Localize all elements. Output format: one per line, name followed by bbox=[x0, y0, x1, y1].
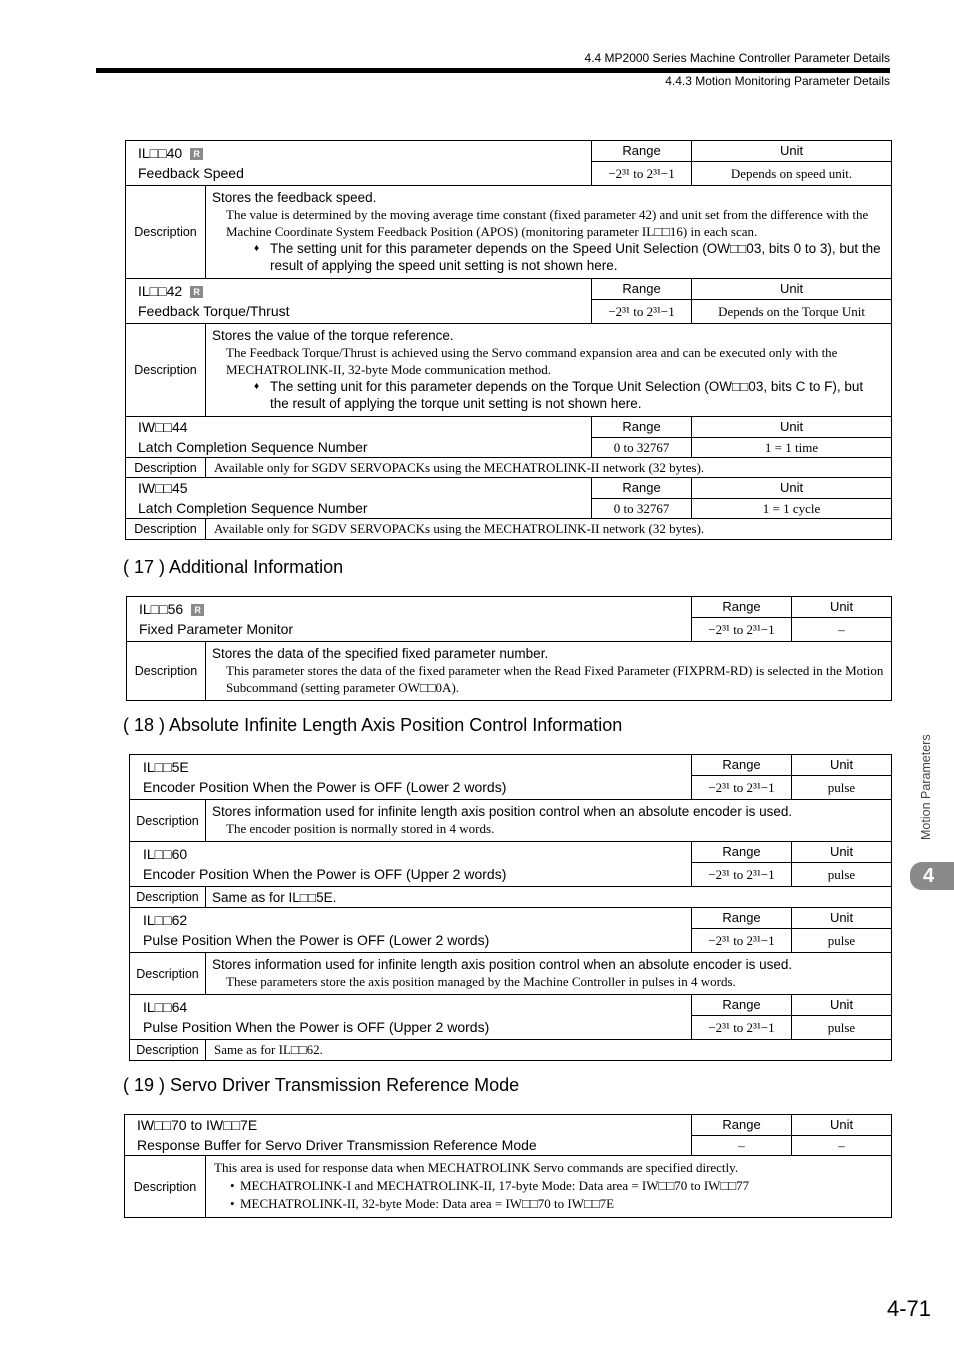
description-cell bbox=[206, 953, 892, 995]
chapter-tab: 4 bbox=[910, 862, 954, 890]
unit-value: Depends on speed unit. bbox=[692, 162, 892, 186]
section-heading-19: ( 19 ) Servo Driver Transmission Reference Mode bbox=[123, 1075, 520, 1095]
unit-value: pulse bbox=[792, 1016, 892, 1040]
range-value: 0 to 32767 bbox=[592, 438, 692, 458]
range-value: −2³¹ to 2³¹−1 bbox=[692, 1016, 792, 1040]
unit-value: 1 = 1 time bbox=[692, 438, 892, 458]
param-id: IL□□64 bbox=[143, 999, 188, 1015]
description-label: Description bbox=[126, 458, 206, 478]
param-cell-64 bbox=[130, 995, 692, 1040]
unit-header: Unit bbox=[792, 842, 892, 863]
description-text: Available only for SGDV SERVOPACKs using the MECHATROLINK-II network (32 bytes). bbox=[214, 459, 705, 475]
param-cell-42 bbox=[126, 279, 592, 324]
unit-header: Unit bbox=[692, 417, 892, 438]
param-id: IW□□44 bbox=[138, 419, 188, 435]
param-id: IL□□42 bbox=[138, 283, 183, 299]
param-name: Encoder Position When the Power is OFF (Lower 2 words) bbox=[143, 779, 507, 795]
unit-header: Unit bbox=[792, 1115, 892, 1136]
page-number: 4-71 bbox=[886, 1296, 931, 1321]
description-detail: The encoder position is normally stored in 4 words. bbox=[226, 821, 495, 836]
range-value: −2³¹ to 2³¹−1 bbox=[692, 863, 792, 887]
description-cell bbox=[206, 519, 892, 540]
description-cell bbox=[206, 800, 892, 842]
param-name: Fixed Parameter Monitor bbox=[139, 621, 294, 637]
description-bullet: • MECHATROLINK-I and MECHATROLINK-II, 17-byte Mode: Data area = IW□□70 to IW□□77 bbox=[230, 1178, 750, 1193]
description-main: This area is used for response data when MECHATROLINK Servo commands are specified directly. bbox=[214, 1160, 739, 1175]
param-name: Pulse Position When the Power is OFF (Upper 2 words) bbox=[143, 1019, 490, 1035]
description-label: Description bbox=[130, 887, 206, 908]
range-header: Range bbox=[692, 755, 792, 776]
description-main: Stores the value of the torque reference. bbox=[212, 328, 454, 343]
range-header: Range bbox=[592, 417, 692, 438]
unit-value: pulse bbox=[792, 863, 892, 887]
header-rule bbox=[96, 68, 890, 73]
description-bullet: • MECHATROLINK-II, 32-byte Mode: Data area = IW□□70 to IW□□7E bbox=[230, 1196, 615, 1211]
unit-value: – bbox=[792, 618, 892, 642]
unit-header: Unit bbox=[692, 478, 892, 499]
description-label: Description bbox=[126, 519, 206, 540]
description-label: Description bbox=[127, 642, 206, 701]
running-header-section: 4.4 MP2000 Series Machine Controller Parameter Details bbox=[584, 51, 890, 65]
description-cell bbox=[206, 642, 892, 701]
unit-header: Unit bbox=[692, 279, 892, 300]
param-cell-62 bbox=[130, 908, 692, 953]
description-main: Stores the feedback speed. bbox=[212, 190, 377, 205]
unit-header: Unit bbox=[792, 597, 892, 618]
param-name: Response Buffer for Servo Driver Transmission Reference Mode bbox=[137, 1137, 537, 1153]
description-label: Description bbox=[126, 324, 206, 417]
description-label: Description bbox=[130, 800, 206, 842]
param-cell-45 bbox=[126, 478, 592, 519]
range-header: Range bbox=[592, 478, 692, 499]
description-main: Stores the data of the specified fixed parameter number. bbox=[212, 646, 549, 661]
read-only-badge: R bbox=[190, 286, 203, 298]
range-header: Range bbox=[592, 279, 692, 300]
read-only-badge: R bbox=[191, 604, 204, 616]
bullet-icon: • bbox=[230, 1196, 235, 1211]
range-header: Range bbox=[692, 1115, 792, 1136]
param-cell-70 bbox=[125, 1115, 692, 1156]
param-table-70-7e bbox=[124, 1114, 892, 1218]
range-header: Range bbox=[692, 908, 792, 929]
description-cell bbox=[206, 1040, 892, 1061]
bullet-icon: ♦ bbox=[254, 243, 260, 254]
param-id: IL□□56 bbox=[139, 601, 184, 617]
param-table-5e-64 bbox=[129, 754, 892, 1061]
param-name: Latch Completion Sequence Number bbox=[138, 500, 368, 516]
running-header-subsection: 4.4.3 Motion Monitoring Parameter Details bbox=[665, 74, 890, 88]
unit-value: Depends on the Torque Unit bbox=[692, 300, 892, 324]
description-detail: The value is determined by the moving average time constant (fixed parameter 42) and unit set from the difference with the Machine Coordinate System Feedback Position (APOS) (monitoring parameter IL□□16) in each scan. bbox=[226, 207, 869, 239]
param-cell-44 bbox=[126, 417, 592, 458]
range-value: – bbox=[692, 1136, 792, 1156]
range-header: Range bbox=[592, 141, 692, 162]
description-detail: These parameters store the axis position managed by the Machine Controller in pulses in 4 words. bbox=[226, 974, 736, 989]
param-name: Pulse Position When the Power is OFF (Lower 2 words) bbox=[143, 932, 490, 948]
range-value: −2³¹ to 2³¹−1 bbox=[592, 300, 692, 324]
unit-header: Unit bbox=[692, 141, 892, 162]
description-label: Description bbox=[125, 1156, 206, 1218]
param-cell-5e bbox=[130, 755, 692, 800]
range-header: Range bbox=[692, 842, 792, 863]
param-cell-56 bbox=[127, 597, 692, 642]
param-table-40-45 bbox=[125, 140, 892, 540]
unit-value: – bbox=[792, 1136, 892, 1156]
param-name: Encoder Position When the Power is OFF (Upper 2 words) bbox=[143, 866, 507, 882]
description-cell bbox=[206, 324, 892, 417]
unit-header: Unit bbox=[792, 755, 892, 776]
param-id: IL□□40 bbox=[138, 145, 183, 161]
unit-value: pulse bbox=[792, 929, 892, 953]
description-text: Available only for SGDV SERVOPACKs using the MECHATROLINK-II network (32 bytes). bbox=[214, 521, 705, 536]
range-value: 0 to 32767 bbox=[592, 499, 692, 519]
range-header: Range bbox=[692, 597, 792, 618]
description-cell bbox=[206, 887, 892, 908]
description-label: Description bbox=[130, 953, 206, 995]
description-bullet: ♦ The setting unit for this parameter depends on the Torque Unit Selection (OW□□03, bits C to F), but the result of applying the torque unit setting is not shown here. bbox=[254, 379, 864, 411]
section-heading-17: ( 17 ) Additional Information bbox=[123, 557, 344, 577]
description-text: Same as for IL□□5E. bbox=[212, 889, 337, 905]
param-id: IW□□45 bbox=[138, 480, 188, 496]
description-main: Stores information used for infinite length axis position control when an absolute encoder is used. bbox=[212, 957, 793, 972]
param-id: IL□□62 bbox=[143, 912, 188, 928]
description-main: Stores information used for infinite length axis position control when an absolute encoder is used. bbox=[212, 804, 793, 819]
range-header: Range bbox=[692, 995, 792, 1016]
range-value: −2³¹ to 2³¹−1 bbox=[592, 162, 692, 186]
param-name: Feedback Speed bbox=[138, 165, 244, 181]
param-cell-40 bbox=[126, 141, 592, 186]
range-value: −2³¹ to 2³¹−1 bbox=[692, 618, 792, 642]
chapter-side-label: Motion Parameters bbox=[919, 734, 933, 840]
param-id: IL□□5E bbox=[143, 759, 189, 775]
unit-header: Unit bbox=[792, 908, 892, 929]
range-value: −2³¹ to 2³¹−1 bbox=[692, 929, 792, 953]
description-label: Description bbox=[126, 186, 206, 279]
unit-header: Unit bbox=[792, 995, 892, 1016]
bullet-icon: ♦ bbox=[254, 381, 260, 392]
section-heading-18: ( 18 ) Absolute Infinite Length Axis Position Control Information bbox=[123, 715, 623, 735]
description-text: Same as for IL□□62. bbox=[214, 1042, 323, 1057]
param-id: IW□□70 to IW□□7E bbox=[137, 1117, 258, 1133]
param-cell-60 bbox=[130, 842, 692, 887]
param-name: Feedback Torque/Thrust bbox=[138, 303, 290, 319]
range-value: −2³¹ to 2³¹−1 bbox=[692, 776, 792, 800]
unit-value: 1 = 1 cycle bbox=[692, 499, 892, 519]
description-bullet: ♦ The setting unit for this parameter depends on the Speed Unit Selection (OW□□03, bits 0 to 3), but the result of applying the speed unit setting is not shown here. bbox=[254, 241, 881, 273]
unit-value: pulse bbox=[792, 776, 892, 800]
param-name: Latch Completion Sequence Number bbox=[138, 439, 368, 455]
param-id: IL□□60 bbox=[143, 846, 188, 862]
description-cell bbox=[206, 186, 892, 279]
description-cell bbox=[206, 458, 892, 478]
bullet-icon: • bbox=[230, 1178, 235, 1193]
description-detail: This parameter stores the data of the fixed parameter when the Read Fixed Parameter (FIXPRM-RD) is selected in the Motion Subcommand (setting parameter OW□□0A). bbox=[226, 663, 884, 695]
description-label: Description bbox=[130, 1040, 206, 1061]
read-only-badge: R bbox=[190, 148, 203, 160]
description-cell bbox=[206, 1156, 892, 1218]
param-table-56 bbox=[126, 596, 892, 701]
description-detail: The Feedback Torque/Thrust is achieved using the Servo command expansion area and can be executed only with the MECHATROLINK-II, 32-byte Mode communication method. bbox=[226, 345, 838, 377]
